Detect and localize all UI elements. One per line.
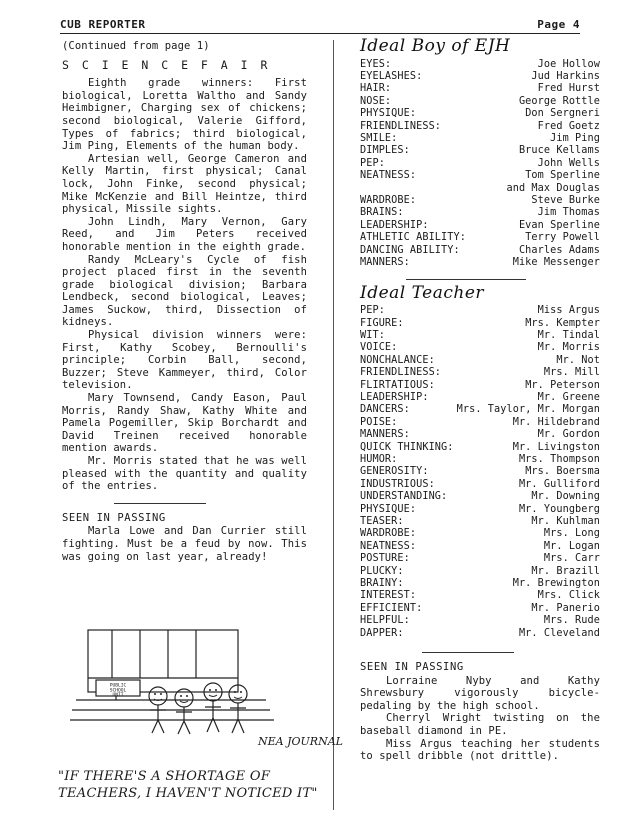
list-item <box>360 553 600 565</box>
section-divider <box>422 652 514 653</box>
list-item-label: FRIENDLINESS: <box>360 120 442 132</box>
list-item-value: Mike Messenger <box>512 257 600 269</box>
ideal-teacher-listing <box>360 305 600 640</box>
list-item <box>360 442 600 454</box>
list-item-value: Fred Hurst <box>537 83 600 95</box>
list-item <box>360 578 600 590</box>
list-item <box>360 232 600 244</box>
list-item <box>360 392 600 404</box>
paragraph: John Lindh, Mary Vernon, Gary Reed, and Jim Peters received honorable mention in the eighth grade. <box>62 215 307 253</box>
list-item-value: Charles Adams <box>518 244 600 256</box>
list-item-label: PHYSIQUE: <box>360 108 417 120</box>
list-item-value: Jud Harkins <box>531 71 600 82</box>
list-item <box>360 603 600 615</box>
list-item-label: LEADERSHIP: <box>360 391 429 403</box>
list-item <box>360 305 600 317</box>
list-item-value: Mr. Brazill <box>531 565 600 577</box>
paragraph: Marla Lowe and Dan Currier still fighting. Must be a feud by now. This was going on last year, already! <box>62 525 307 563</box>
list-item-label: NONCHALANCE: <box>360 354 435 366</box>
paragraph: Mary Townsend, Candy Eason, Paul Morris, Randy Shaw, Kathy White and Pamela Pogemiller, Skip Borchardt and David Treinen received honorable mention awards. <box>62 392 307 455</box>
list-item-value: Mr. Not <box>556 354 600 366</box>
list-item-value: Mr. Panerio <box>531 602 600 614</box>
list-item-label: FLIRTATIOUS: <box>360 379 435 391</box>
list-item-value: Mr. Livingston <box>512 441 600 453</box>
list-item <box>360 367 600 379</box>
list-item-value: Mr. Tindal <box>537 329 600 341</box>
list-item-value: John Wells <box>537 157 600 169</box>
list-item <box>360 528 600 540</box>
list-item-value: Jim Ping <box>550 133 600 145</box>
list-item-label: PEP: <box>360 157 385 169</box>
list-item <box>360 207 600 219</box>
list-item-label: PEP: <box>360 305 385 317</box>
list-item <box>360 590 600 602</box>
list-item <box>360 318 600 330</box>
paragraph: Physical division winners were: First, Kathy Scobey, Bernoulli's principle; Corbin Ball, second, Buzzer; Steve Kammeyer, third, Color television. <box>62 329 307 392</box>
list-item-label: INDUSTRIOUS: <box>360 478 435 490</box>
list-item-value: Mr. Hildebrand <box>512 416 600 428</box>
list-item <box>360 145 600 157</box>
list-item-value: George Rottle <box>518 95 600 107</box>
cartoon-caption: "IF THERE'S A SHORTAGE OF TEACHERS, I HAVEN'T NOTICED IT" <box>58 769 318 801</box>
list-item <box>360 220 600 232</box>
list-item-label: VOICE: <box>360 342 398 354</box>
list-item-label <box>360 183 494 195</box>
list-item-value: Mrs. Carr <box>543 553 600 565</box>
left-column <box>62 40 307 563</box>
list-item <box>360 257 600 269</box>
masthead-divider <box>60 33 580 34</box>
list-item-label: HAIR: <box>360 83 392 95</box>
list-item-value: Mrs. Taylor, Mr. Morgan <box>456 404 600 416</box>
list-item-value: Mr. Kuhlman <box>531 516 600 527</box>
list-item <box>360 429 600 441</box>
heading-ideal-teacher: Ideal Teacher <box>360 282 485 303</box>
list-item-value: Steve Burke <box>531 195 600 207</box>
list-item-label: MANNERS: <box>360 429 410 441</box>
list-item-value: Mrs. Kempter <box>525 317 600 329</box>
list-item-value: Mr. Youngberg <box>518 503 600 515</box>
list-item-value: Tom Sperline <box>525 170 600 182</box>
list-item <box>360 355 600 367</box>
section-title-science-fair: S C I E N C E F A I R <box>62 57 271 72</box>
list-item-value: Terry Powell <box>525 232 600 244</box>
list-item-label: LEADERSHIP: <box>360 219 429 231</box>
list-item-label: FIGURE: <box>360 317 404 329</box>
list-item-label: WIT: <box>360 329 385 341</box>
list-item-label: PLUCKY: <box>360 565 404 577</box>
list-item <box>360 380 600 392</box>
list-item-label: NEATNESS: <box>360 540 417 552</box>
list-item-label: BRAINY: <box>360 578 404 590</box>
seen-in-passing-heading: SEEN IN PASSING <box>360 661 464 674</box>
list-item-value: Fred Goetz <box>537 120 600 132</box>
cartoon-credit-text: NEA JOURNAL <box>258 735 343 748</box>
list-item-label: BRAINS: <box>360 207 404 219</box>
list-item <box>360 183 600 195</box>
list-item <box>360 170 600 182</box>
list-item-value: Mrs. Thompson <box>518 453 600 465</box>
list-item-value: Mrs. Rude <box>543 615 600 627</box>
list-item <box>360 504 600 516</box>
list-item <box>360 158 600 170</box>
svg-text:UNIT: UNIT <box>112 692 124 698</box>
heading-ideal-boy: Ideal Boy of EJH <box>360 36 511 56</box>
list-item-value: Bruce Kellams <box>518 145 600 157</box>
bleed-through-text <box>430 16 437 27</box>
list-item <box>360 404 600 416</box>
list-item-label: WARDROBE: <box>360 195 417 207</box>
cartoon-illustration <box>70 628 300 748</box>
list-item <box>360 628 600 640</box>
list-item-value: Mr. Cleveland <box>518 627 600 639</box>
list-item-label: SMILE: <box>360 133 398 145</box>
list-item-label: HELPFUL: <box>360 615 410 627</box>
cartoon-credit <box>258 735 343 748</box>
list-item-label: EYES: <box>360 58 392 70</box>
list-item-label: WARDROBE: <box>360 528 417 540</box>
paragraph: Cherryl Wright twisting on the baseball diamond in PE. <box>360 712 600 738</box>
list-item-label: GENEROSITY: <box>360 466 429 478</box>
list-item-value: Evan Sperline <box>518 219 600 231</box>
list-item <box>360 133 600 145</box>
list-item-value: Mrs. Boersma <box>525 466 600 478</box>
list-item-label: TEASER: <box>360 516 404 527</box>
list-item <box>360 516 600 528</box>
list-item-value: Miss Argus <box>537 305 600 317</box>
list-item-value: Mr. Brewington <box>512 578 600 590</box>
list-item-label: ATHLETIC ABILITY: <box>360 232 466 244</box>
list-item <box>360 466 600 478</box>
list-item-value: Mr. Gulliford <box>518 478 600 490</box>
list-item <box>360 245 600 257</box>
paragraph: Lorraine Nyby and Kathy Shrewsbury vigorously bicycle-pedaling by the high school. <box>360 674 600 712</box>
paragraph: Eighth grade winners: First biological, Loretta Waltho and Sandy Heimbigner, Charging sex of chickens; second biological, Valerie Gifford, Types of fabrics; third biological, Jim Ping, Elements of the human body. <box>62 77 307 153</box>
list-item-label: DANCING ABILITY: <box>360 244 460 256</box>
list-item-label: MANNERS: <box>360 257 410 269</box>
list-item <box>360 330 600 342</box>
list-item-value: Jim Thomas <box>537 207 600 219</box>
list-item-value: and Max Douglas <box>506 182 600 194</box>
list-item <box>360 491 600 503</box>
masthead <box>60 18 580 31</box>
seen-in-passing-heading: SEEN IN PASSING <box>62 511 166 524</box>
list-item-value: Mrs. Mill <box>543 367 600 379</box>
svg-text:SCHOOL: SCHOOL <box>109 688 127 694</box>
list-item-label: INTEREST: <box>360 590 417 602</box>
list-item-value: Mr. Logan <box>543 540 600 552</box>
section-divider <box>406 279 526 280</box>
list-item-label: EFFICIENT: <box>360 602 423 614</box>
list-item-label: NEATNESS: <box>360 170 417 182</box>
list-item <box>360 615 600 627</box>
list-item-value: Mr. Greene <box>537 391 600 403</box>
section-divider <box>114 503 206 504</box>
list-item-value: Mr. Gordon <box>537 429 600 441</box>
list-item <box>360 83 600 95</box>
column-divider <box>333 40 334 810</box>
list-item <box>360 541 600 553</box>
paragraph: Miss Argus teaching her students to spell dribble (not drittle). <box>360 737 600 763</box>
list-item <box>360 71 600 83</box>
list-item-value: Mrs. Long <box>543 528 600 540</box>
list-item-label: DAPPER: <box>360 627 404 639</box>
list-item-label: QUICK THINKING: <box>360 441 454 453</box>
list-item-label: DANCERS: <box>360 404 410 416</box>
ideal-boy-listing <box>360 59 600 270</box>
list-item <box>360 59 600 71</box>
paragraph: Randy McLeary's Cycle of fish project placed first in the seventh grade biological division; Barbara Lendbeck, second biological, Leaves; James Suckow, third, Dissection of kidneys. <box>62 253 307 329</box>
list-item-value: Mr. Morris <box>537 342 600 354</box>
list-item-value: Mrs. Click <box>537 590 600 602</box>
list-item-value: Mr. Downing <box>531 491 600 503</box>
list-item <box>360 417 600 429</box>
list-item <box>360 566 600 578</box>
list-item-label: POISE: <box>360 416 398 428</box>
list-item-label: POSTURE: <box>360 553 410 565</box>
paragraph: Artesian well, George Cameron and Kelly Martin, first physical; Canal lock, John Finke, second physical; Mike McKenzie and Bill Heintze, third physical, Missile sights. <box>62 152 307 216</box>
list-item <box>360 479 600 491</box>
list-item-label: EYELASHES: <box>360 71 423 82</box>
list-item <box>360 121 600 133</box>
list-item-value: Joe Hollow <box>537 58 600 70</box>
list-item-label: UNDERSTANDING: <box>360 491 448 503</box>
list-item <box>360 342 600 354</box>
list-item-label: NOSE: <box>360 95 392 107</box>
list-item-value: Don Sergneri <box>525 108 600 120</box>
paragraph: Mr. Morris stated that he was well pleased with the quantity and quality of the entries. <box>62 455 307 493</box>
continued-note: (Continued from page 1) <box>62 40 210 52</box>
list-item <box>360 195 600 207</box>
masthead-title: CUB REPORTER <box>60 18 146 31</box>
list-item-label: PHYSIQUE: <box>360 503 417 515</box>
svg-text:PUBLIC: PUBLIC <box>109 683 127 689</box>
list-item-value: Mr. Peterson <box>525 379 600 391</box>
list-item-label: HUMOR: <box>360 453 398 465</box>
right-column <box>360 36 600 763</box>
list-item-label: FRIENDLINESS: <box>360 367 442 379</box>
list-item <box>360 96 600 108</box>
list-item-label: DIMPLES: <box>360 145 410 157</box>
page-number: Page 4 <box>537 18 580 31</box>
list-item <box>360 108 600 120</box>
list-item <box>360 454 600 466</box>
